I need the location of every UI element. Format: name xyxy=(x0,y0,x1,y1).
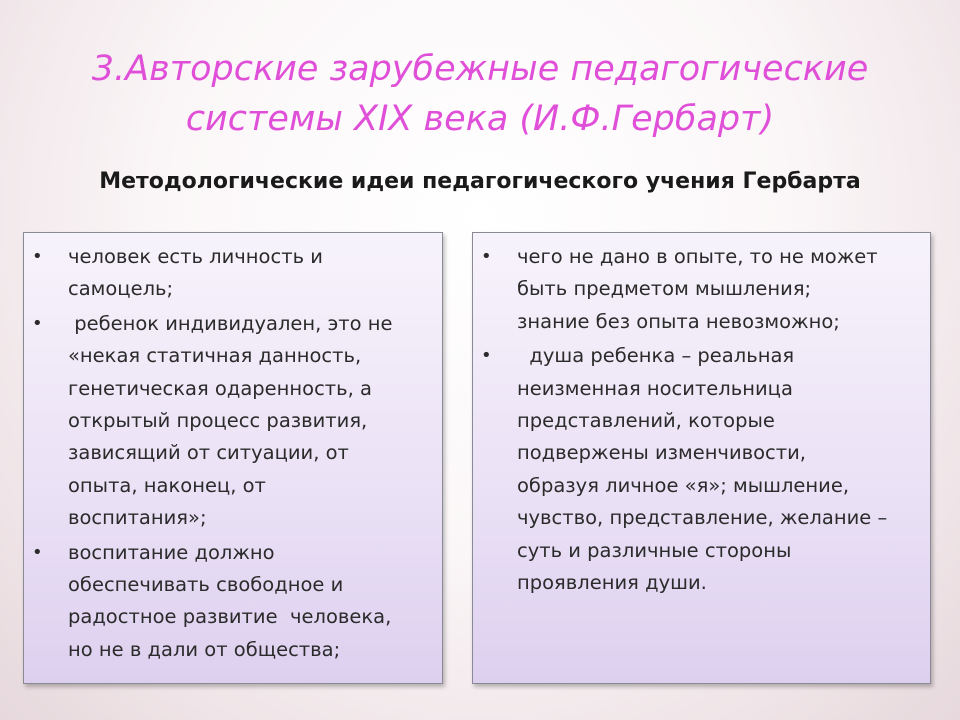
list-item: • воспитание должно обеспечивать свободное и радостное развитие человека, но не в дали от общества; xyxy=(24,537,432,667)
list-item: • душа ребенка – реальная неизменная носительница представлений, которые подвержены изменчивости, образуя личное «я»; мышление, чувство, представление, желание – суть и различные стороны проявления души. xyxy=(473,340,920,599)
left-text-box xyxy=(23,232,443,684)
list-item: • ребенок индивидуален, это не «некая статичная данность, генетическая одаренность, а открытый процесс развития, зависящий от ситуации, от опыта, наконец, от воспитания»; xyxy=(24,308,432,535)
bullet-icon: • xyxy=(481,246,492,267)
slide-subtitle: Методологические идеи педагогического учения Гербарта xyxy=(99,169,861,194)
bullet-icon: • xyxy=(481,345,492,367)
left-bullet-list xyxy=(24,233,442,666)
right-text-box xyxy=(472,232,931,684)
title-line-2: системы XIX века (И.Ф.Гербарт) xyxy=(185,99,775,139)
bullet-icon: • xyxy=(32,541,43,563)
bullet-icon: • xyxy=(32,312,43,334)
bullet-icon: • xyxy=(32,246,43,267)
title-line-1: 3.Авторские зарубежные педагогические xyxy=(91,49,869,89)
slide-title xyxy=(60,44,900,144)
list-item: • чего не дано в опыте, то не может быть предметом мышления; знание без опыта невозможно; xyxy=(473,241,920,338)
right-bullet-list xyxy=(473,233,930,599)
list-item: • человек есть личность и самоцель; xyxy=(24,241,432,306)
